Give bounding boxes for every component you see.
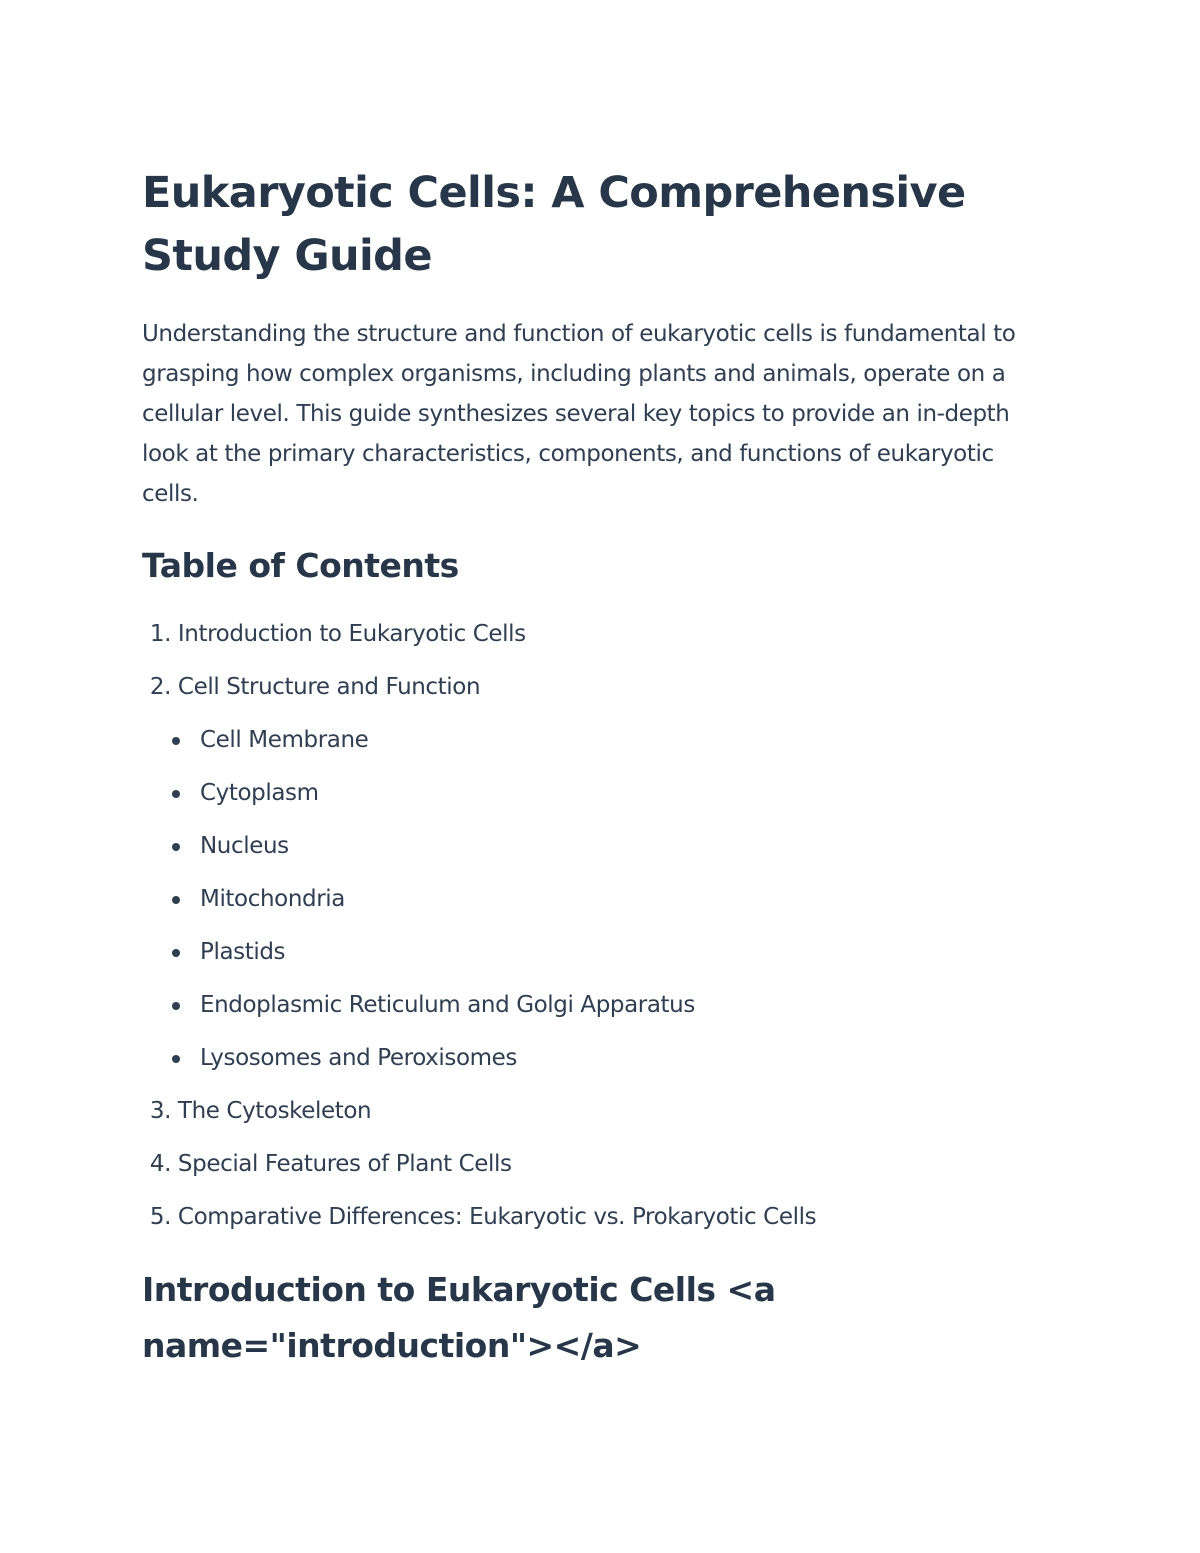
toc-item-introduction[interactable]: [142, 608, 1042, 661]
intro-paragraph: Understanding the structure and function of eukaryotic cells is fundamental to grasping how complex organisms, including plants and animals, operate on a cellular level. This guide synthesizes several key topics to provide an in-depth look at the primary characteristics, components, and functions of eukaryotic cells.: [142, 321, 1016, 507]
bullet-icon: [172, 896, 180, 904]
toc-subitem-mitochondria[interactable]: [142, 873, 1042, 926]
document-page: [142, 162, 1042, 1374]
toc-subitem-er-golgi[interactable]: [142, 979, 1042, 1032]
toc-label: Introduction to Eukaryotic Cells: [177, 621, 526, 647]
toc-sublabel: Cytoplasm: [200, 780, 319, 806]
toc-sublabel: Mitochondria: [200, 886, 345, 912]
bullet-icon: [172, 1055, 180, 1063]
toc-item-cell-structure[interactable]: [142, 661, 1042, 714]
toc-number: 4.: [149, 1151, 171, 1177]
toc-sublist: [142, 714, 1042, 1085]
bullet-icon: [172, 1002, 180, 1010]
toc-number: 2.: [149, 674, 171, 700]
toc-heading: Table of Contents: [142, 546, 459, 585]
table-of-contents: [142, 608, 1042, 1244]
bullet-icon: [172, 790, 180, 798]
section-heading-introduction: Introduction to Eukaryotic Cells <a name="introduction"></a>: [142, 1270, 776, 1365]
toc-label: Comparative Differences: Eukaryotic vs. Prokaryotic Cells: [177, 1204, 817, 1230]
toc-item-plant-cells[interactable]: [142, 1138, 1042, 1191]
toc-sublabel: Plastids: [200, 939, 286, 965]
toc-subitem-cell-membrane[interactable]: [142, 714, 1042, 767]
toc-label: The Cytoskeleton: [177, 1098, 372, 1124]
toc-subitem-lysosomes[interactable]: [142, 1032, 1042, 1085]
toc-number: 1.: [149, 621, 171, 647]
toc-label: Cell Structure and Function: [177, 674, 481, 700]
bullet-icon: [172, 737, 180, 745]
toc-item-comparative[interactable]: [142, 1191, 1042, 1244]
toc-sublabel: Nucleus: [200, 833, 289, 859]
toc-subitem-cytoplasm[interactable]: [142, 767, 1042, 820]
toc-item-cytoskeleton[interactable]: [142, 1085, 1042, 1138]
toc-sublabel: Cell Membrane: [200, 727, 369, 753]
toc-sublist-container: [142, 714, 1042, 1085]
toc-number: 5.: [149, 1204, 171, 1230]
toc-subitem-plastids[interactable]: [142, 926, 1042, 979]
toc-sublabel: Lysosomes and Peroxisomes: [200, 1045, 517, 1071]
bullet-icon: [172, 949, 180, 957]
document-title: Eukaryotic Cells: A Comprehensive Study Guide: [142, 168, 966, 281]
toc-label: Special Features of Plant Cells: [177, 1151, 512, 1177]
toc-number: 3.: [149, 1098, 171, 1124]
toc-sublabel: Endoplasmic Reticulum and Golgi Apparatus: [200, 992, 695, 1018]
toc-subitem-nucleus[interactable]: [142, 820, 1042, 873]
bullet-icon: [172, 843, 180, 851]
